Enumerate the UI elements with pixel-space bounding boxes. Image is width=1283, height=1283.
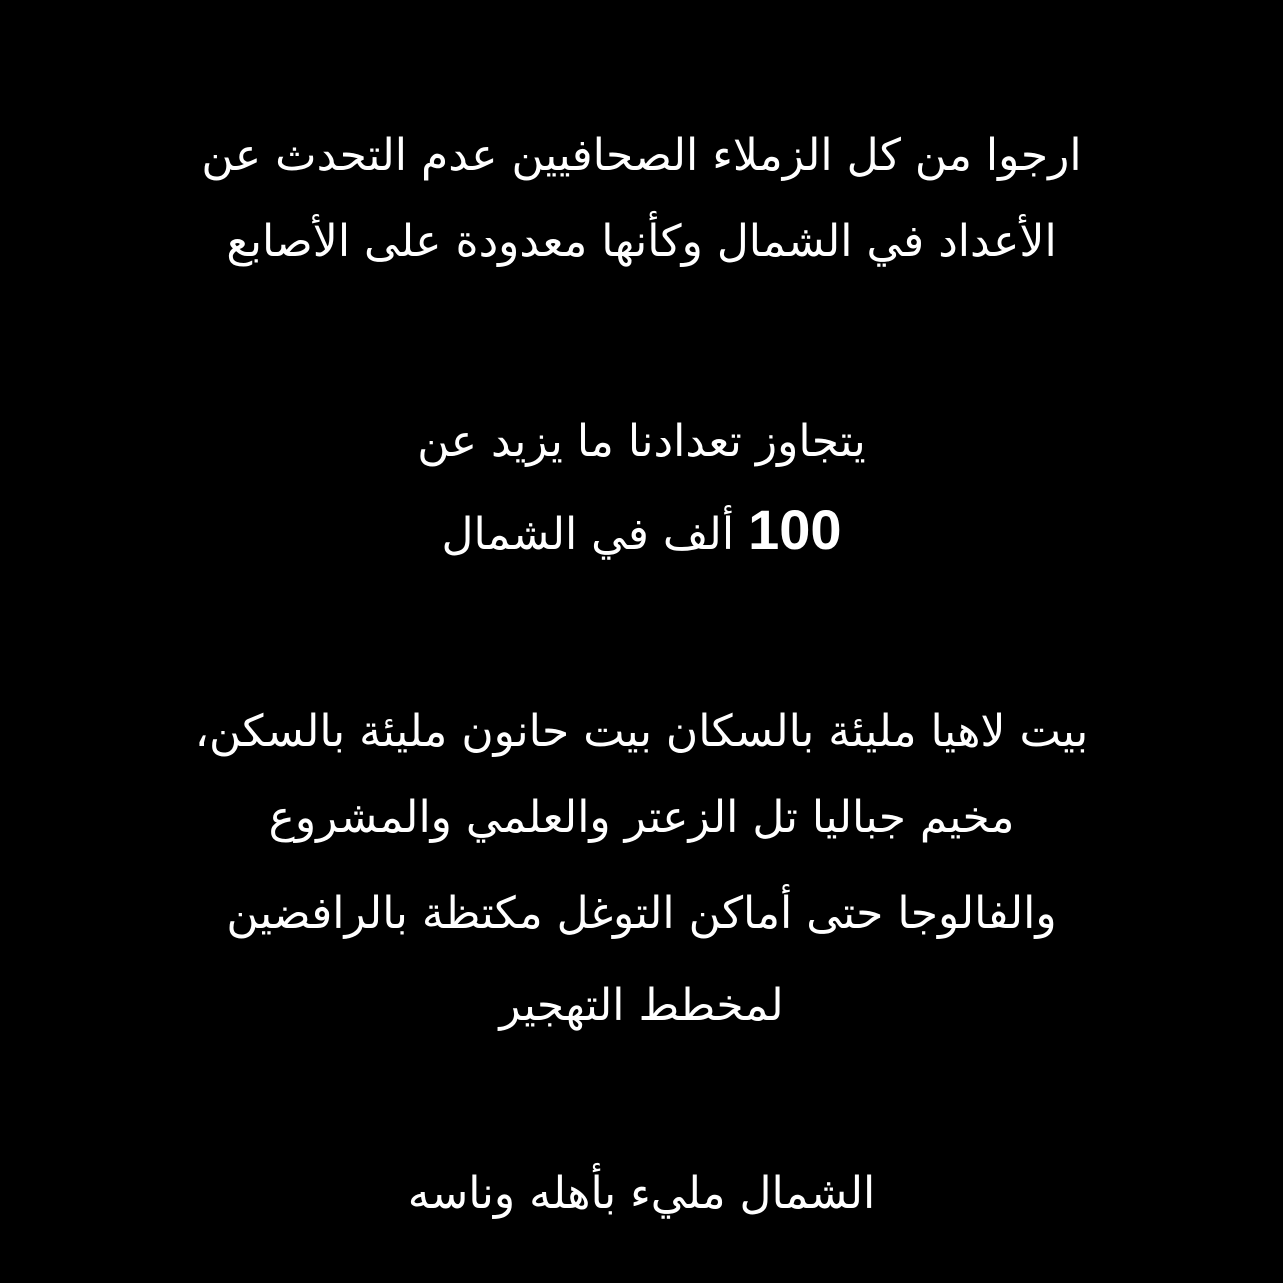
paragraph-2-line-2-text: ألف في الشمال [441, 509, 735, 560]
paragraph-1-line-1: ارجوا من كل الزملاء الصحافيين عدم التحدث عن [201, 130, 1082, 181]
paragraph-2-line-1: يتجاوز تعدادنا ما يزيد عن [417, 416, 866, 467]
population-number: 100 [748, 498, 842, 561]
paragraph-3-line-1: بيت لاهيا مليئة بالسكان بيت حانون مليئة بالسكن، [194, 706, 1089, 757]
paragraph-4-line-1: الشمال مليء بأهله وناسه [407, 1168, 876, 1219]
paragraph-3-line-2: مخيم جباليا تل الزعتر والعلمي والمشروع [268, 792, 1015, 843]
paragraph-3-line-4: لمخطط التهجير [499, 980, 784, 1031]
paragraph-2-line-2 [0, 500, 1283, 565]
paragraph-1-line-2: الأعداد في الشمال وكأنها معدودة على الأصابع [226, 216, 1057, 267]
paragraph-3-line-3: والفالوجا حتى أماكن التوغل مكتظة بالرافضين [226, 888, 1057, 939]
